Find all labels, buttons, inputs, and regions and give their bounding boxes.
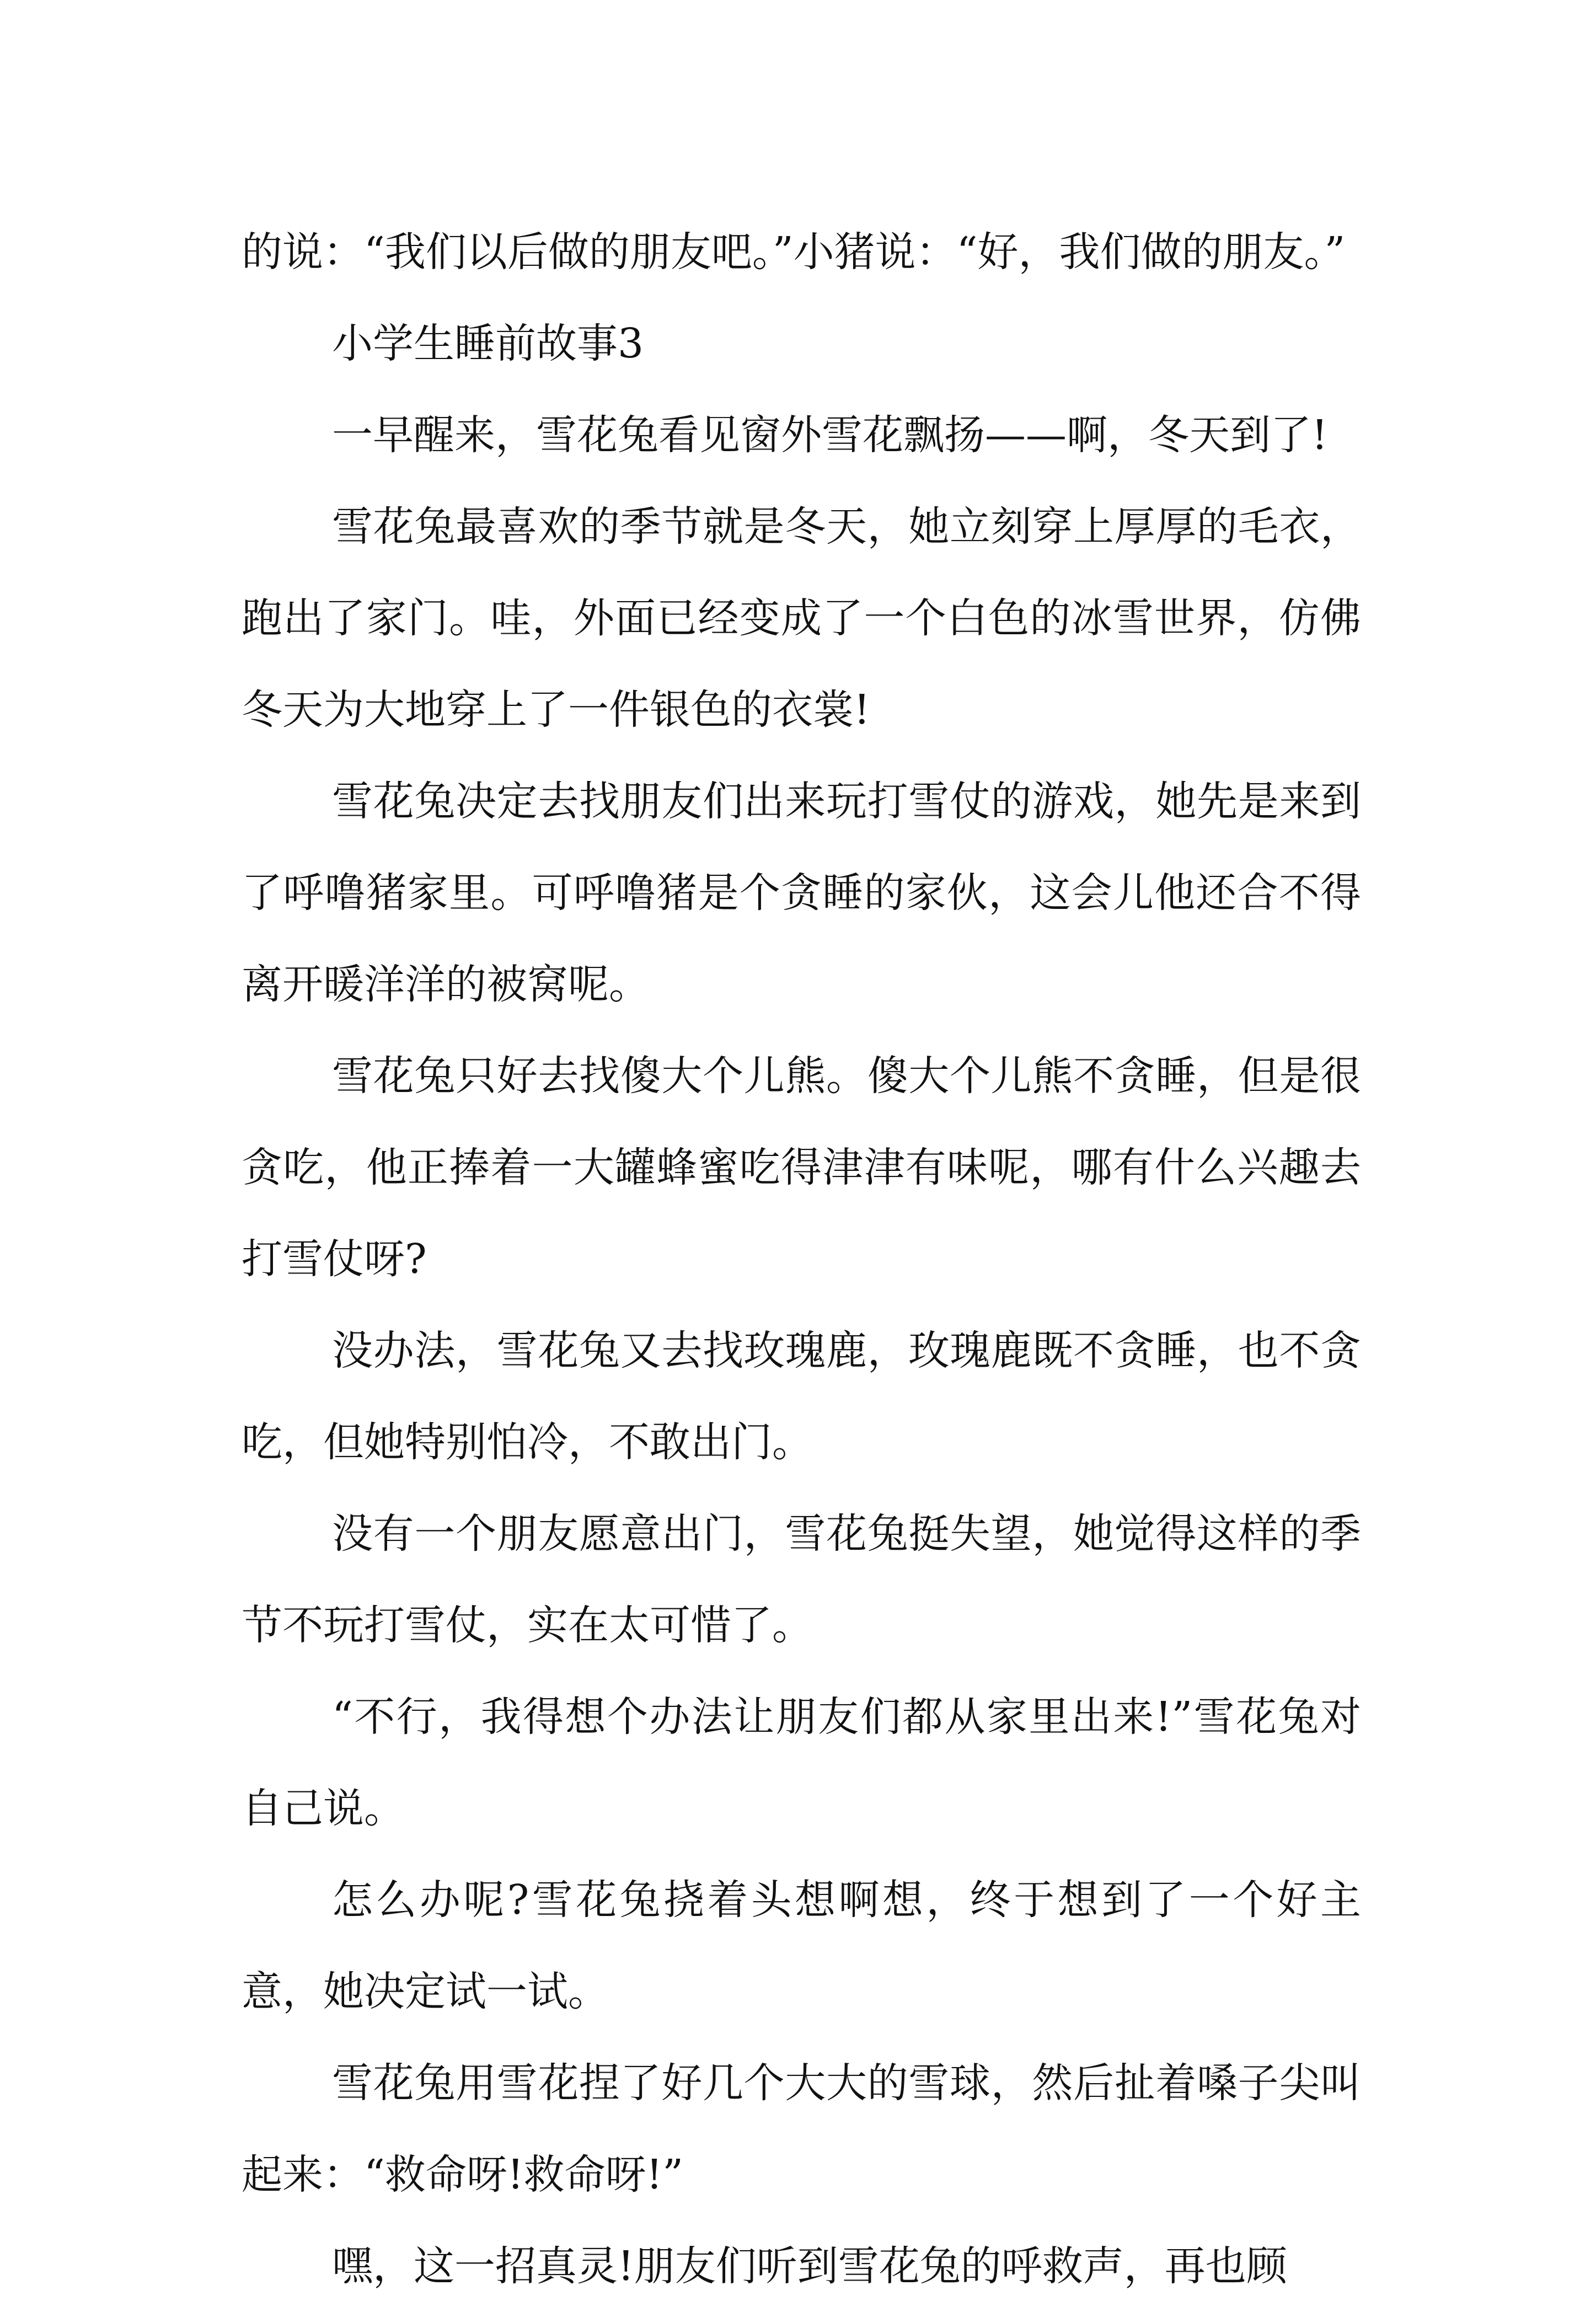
paragraph: 怎么办呢?雪花兔挠着头想啊想，终于想到了一个好主意，她决定试一试。	[242, 1876, 1361, 2015]
paragraph: 雪花兔决定去找朋友们出来玩打雪仗的游戏，她先是来到了呼噜猪家里。可呼噜猪是个贪睡的家伙，这会儿他还合不得离开暖洋洋的被窝呢。	[242, 778, 1361, 1008]
story-heading: 小学生睡前故事3	[332, 320, 644, 367]
paragraph: “不行，我得想个办法让朋友们都从家里出来!”雪花兔对自己说。	[242, 1693, 1361, 1832]
paragraph: 没有一个朋友愿意出门，雪花兔挺失望，她觉得这样的季节不玩打雪仗，实在太可惜了。	[242, 1510, 1361, 1649]
paragraph: 雪花兔最喜欢的季节就是冬天，她立刻穿上厚厚的毛衣，跑出了家门。哇，外面已经变成了一个白色的冰雪世界，仿佛冬天为大地穿上了一件银色的衣裳!	[242, 503, 1361, 734]
paragraph: 雪花兔用雪花捏了好几个大大的雪球，然后扯着嗓子尖叫起来：“救命呀!救命呀!”	[242, 2059, 1361, 2198]
paragraph: 没办法，雪花兔又去找玫瑰鹿，玫瑰鹿既不贪睡，也不贪吃，但她特别怕冷，不敢出门。	[242, 1327, 1361, 1466]
paragraph: 雪花兔只好去找傻大个儿熊。傻大个儿熊不贪睡，但是很贪吃，他正捧着一大罐蜂蜜吃得津津有味呢，哪有什么兴趣去打雪仗呀?	[242, 1052, 1361, 1283]
paragraph: 一早醒来，雪花兔看见窗外雪花飘扬——啊，冬天到了!	[332, 411, 1328, 459]
paragraph: 嘿，这一招真灵!朋友们听到雪花兔的呼救声，再也顾	[332, 2243, 1287, 2290]
paragraph-continuation: 的说：“我们以后做的朋友吧。”小猪说：“好，我们做的朋友。”	[242, 228, 1346, 276]
document-page	[242, 206, 1361, 2312]
